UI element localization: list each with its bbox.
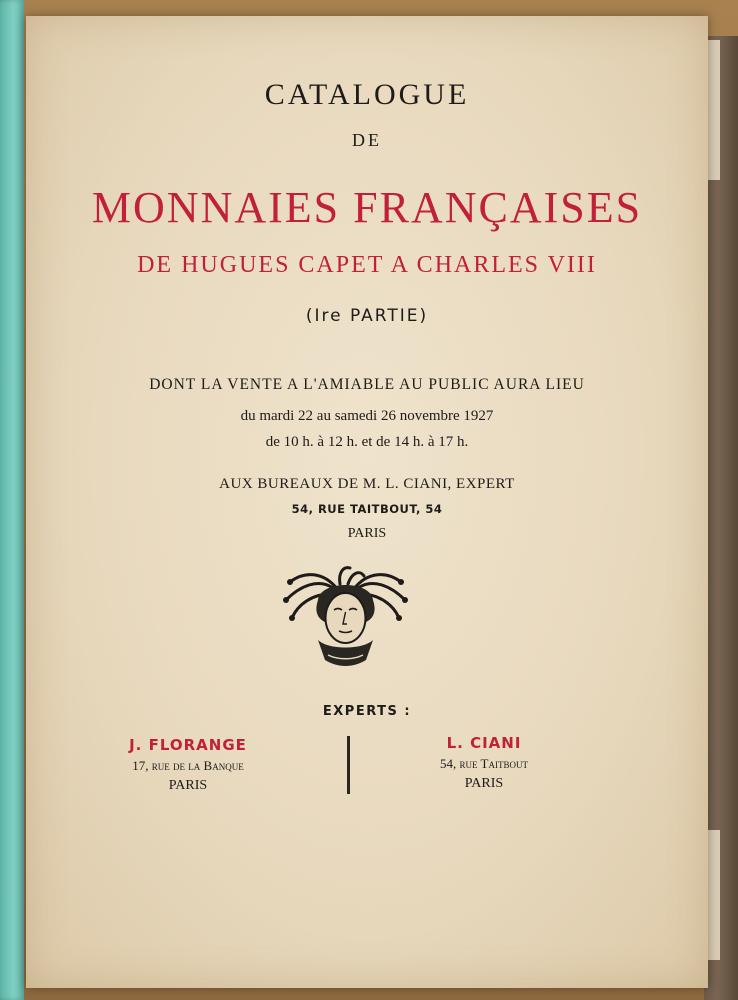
experts-divider [347, 736, 350, 794]
sale-hours: de 10 h. à 12 h. et de 14 h. à 17 h. [265, 434, 469, 450]
expert-florange [88, 734, 288, 796]
expert-address: 54, rue Taitbout [440, 756, 528, 771]
catalogue-title: CATALOGUE [264, 78, 470, 111]
expert-ciani [384, 732, 584, 794]
venue: AUX BUREAUX DE M. L. CIANI, EXPERT [219, 476, 515, 492]
venue-city: PARIS [347, 526, 387, 541]
sale-notice: DONT LA VENTE A L'AMIABLE AU PUBLIC AURA LIEU [149, 376, 585, 393]
period-heading: DE HUGUES CAPET A CHARLES VIII [137, 252, 597, 278]
expert-city: PARIS [168, 778, 208, 793]
book-cover-left [0, 0, 24, 1000]
venue-address: 54, RUE TAITBOUT, 54 [291, 502, 443, 516]
part-label: (Ire PARTIE) [305, 306, 429, 326]
expert-name: L. CIANI [446, 734, 522, 752]
experts-heading: EXPERTS : [322, 704, 412, 719]
title-connector: DE [352, 130, 382, 150]
expert-city: PARIS [464, 776, 504, 791]
medusa-head-icon [278, 560, 413, 670]
expert-address: 17, rue de la Banque [132, 758, 244, 773]
title-page [26, 16, 708, 988]
subject-heading: MONNAIES FRANÇAISES [91, 183, 643, 232]
expert-name: J. FLORANGE [129, 736, 247, 754]
sale-dates: du mardi 22 au samedi 26 novembre 1927 [240, 408, 494, 424]
